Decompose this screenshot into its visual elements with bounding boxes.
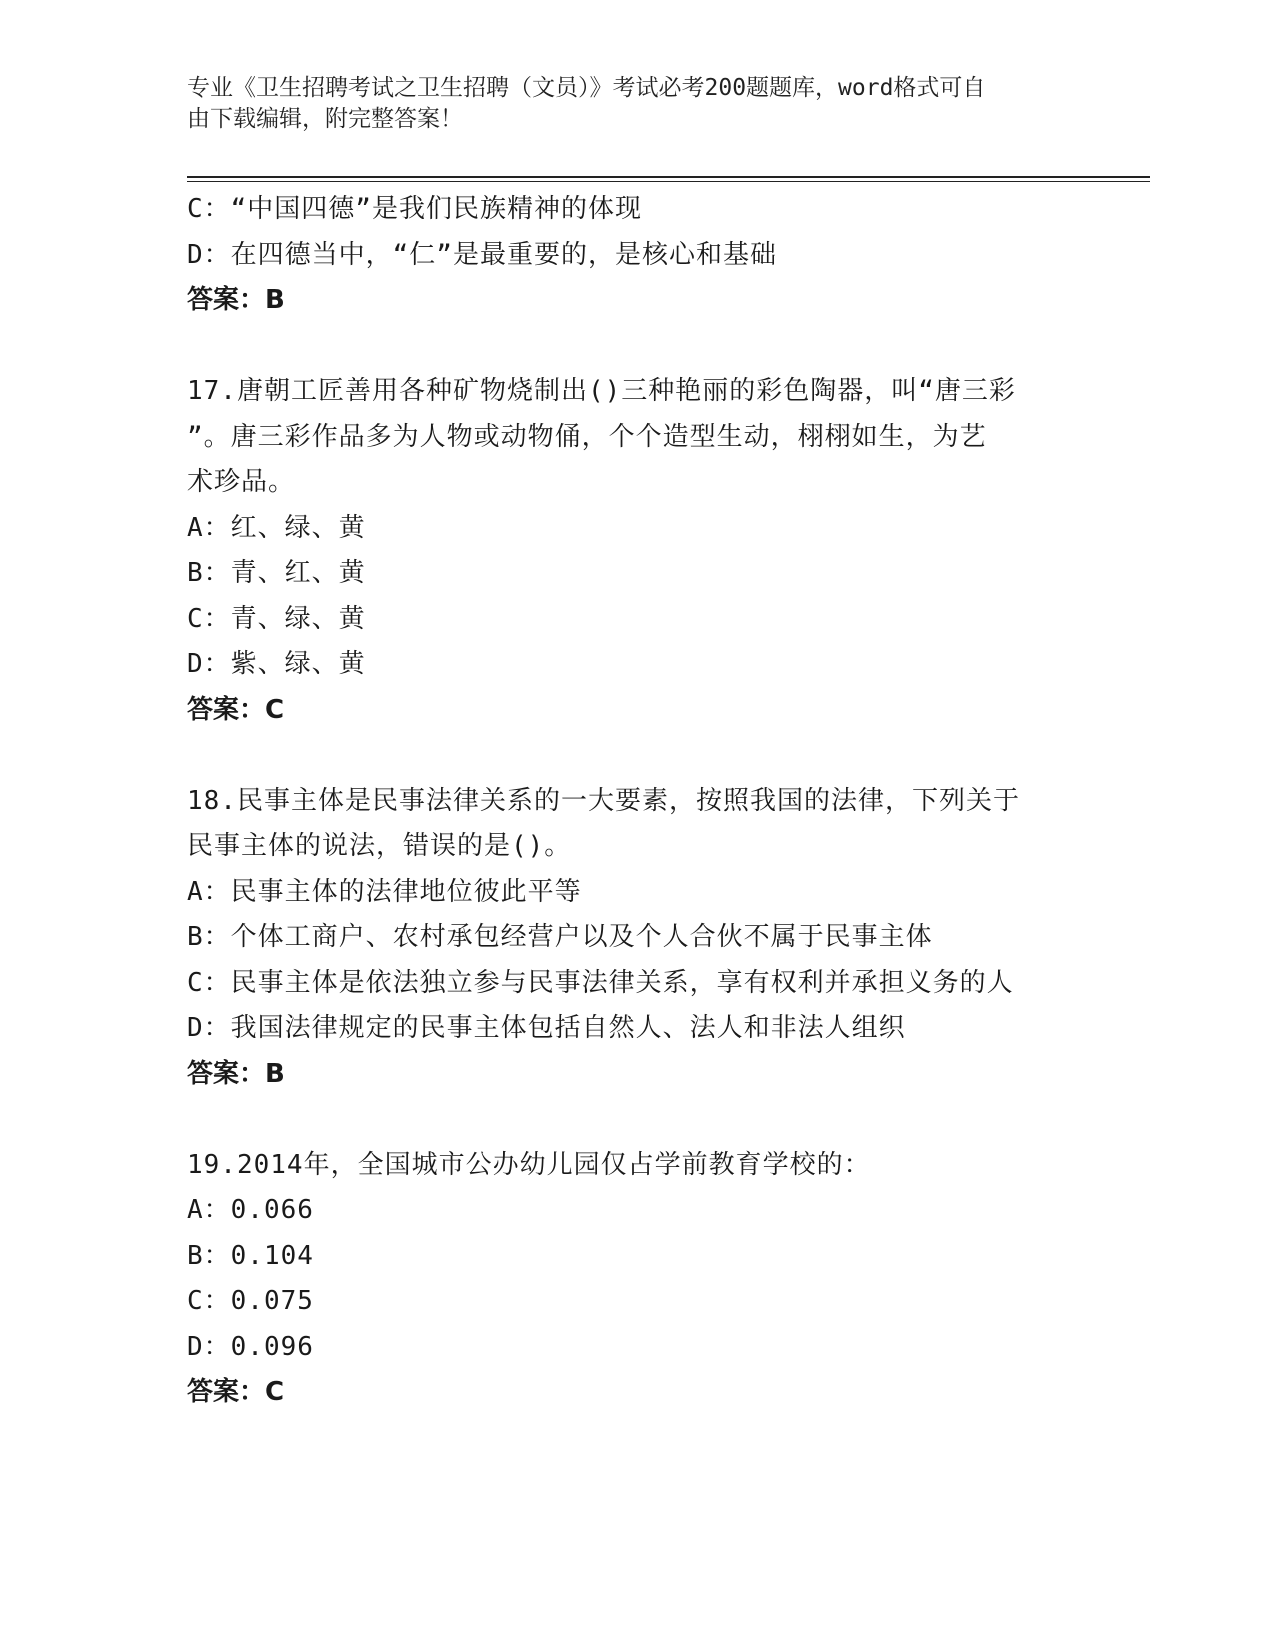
header-rule-thin bbox=[187, 181, 1150, 182]
option-d: D：0.096 bbox=[187, 1331, 314, 1362]
option-a: A：0.066 bbox=[187, 1195, 314, 1225]
question-text-line: 术珍品。 bbox=[187, 467, 296, 497]
header-line-1: 专业《卫生招聘考试之卫生招聘（文员）》考试必考200题题库，word格式可自 bbox=[187, 75, 986, 101]
question-text-line: 18.民事主体是民事法律关系的一大要素，按照我国的法律，下列关于 bbox=[187, 785, 1020, 816]
answer-line: 答案：C bbox=[187, 694, 285, 725]
question-text-line: 17.唐朝工匠善用各种矿物烧制出()三种艳丽的彩色陶器，叫“唐三彩 bbox=[187, 376, 1016, 406]
question-content bbox=[187, 187, 1087, 1416]
option-b: B：0.104 bbox=[187, 1240, 314, 1271]
document-header bbox=[187, 73, 1067, 135]
option-c: C：0.075 bbox=[187, 1286, 314, 1316]
option-c: C：民事主体是依法独立参与民事法律关系，享有权利并承担义务的人 bbox=[187, 967, 1014, 998]
question-18 bbox=[187, 779, 1087, 1098]
question-16-continued bbox=[187, 187, 1087, 324]
answer-line: 答案：C bbox=[187, 1377, 285, 1407]
header-line-2: 由下载编辑，附完整答案！ bbox=[187, 106, 463, 132]
option-a: A：民事主体的法律地位彼此平等 bbox=[187, 876, 582, 907]
option-d: D：在四德当中，“仁”是最重要的，是核心和基础 bbox=[187, 239, 777, 270]
question-17 bbox=[187, 369, 1087, 733]
question-text-line: 19.2014年，全国城市公办幼儿园仅占学前教育学校的： bbox=[187, 1149, 871, 1180]
option-b: B：青、红、黄 bbox=[187, 558, 366, 588]
option-d: D：我国法律规定的民事主体包括自然人、法人和非法人组织 bbox=[187, 1013, 906, 1043]
question-text-line: ”。唐三彩作品多为人物或动物俑，个个造型生动，栩栩如生，为艺 bbox=[187, 421, 987, 452]
answer-line: 答案：B bbox=[187, 285, 285, 315]
question-text-line: 民事主体的说法，错误的是()。 bbox=[187, 831, 572, 861]
option-a: A：红、绿、黄 bbox=[187, 512, 366, 543]
option-c: C：青、绿、黄 bbox=[187, 603, 366, 634]
question-19 bbox=[187, 1143, 1087, 1416]
option-c: C：“中国四德”是我们民族精神的体现 bbox=[187, 194, 642, 224]
option-d: D：紫、绿、黄 bbox=[187, 649, 366, 679]
answer-line: 答案：B bbox=[187, 1058, 285, 1089]
header-rule-thick bbox=[187, 176, 1150, 178]
option-b: B：个体工商户、农村承包经营户以及个人合伙不属于民事主体 bbox=[187, 922, 933, 952]
